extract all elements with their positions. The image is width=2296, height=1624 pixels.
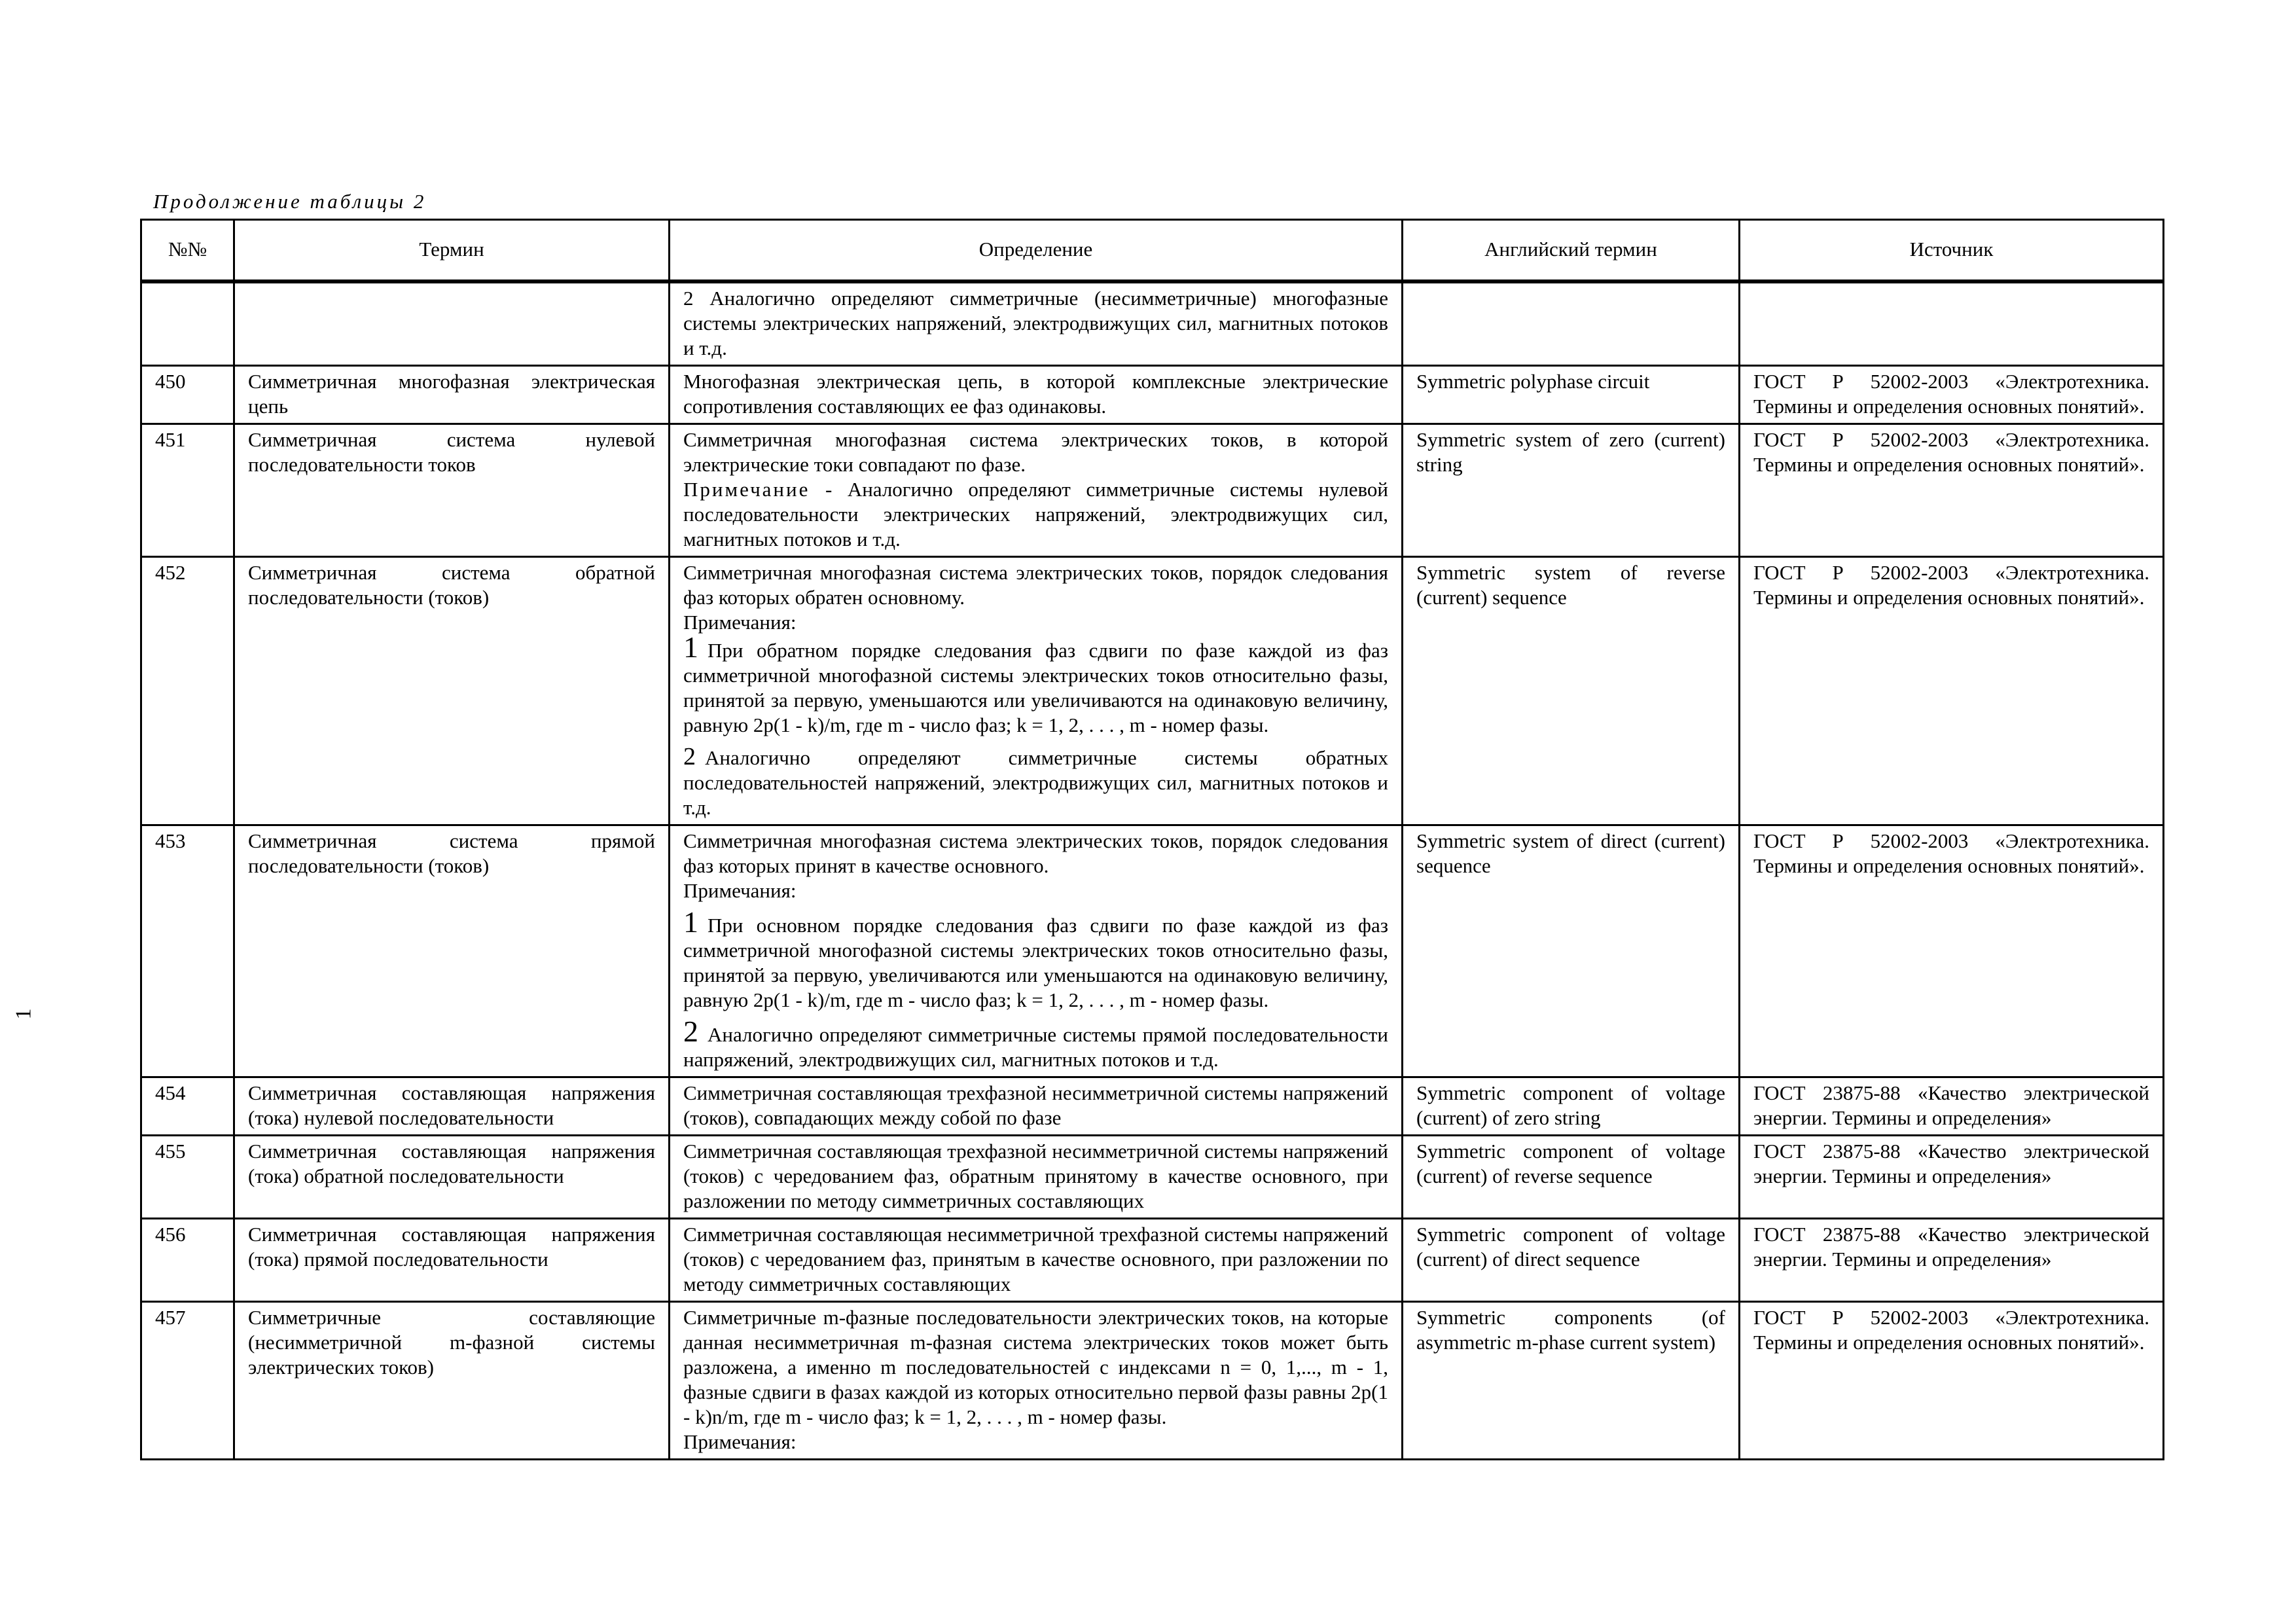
- definition-text: Симметричная многофазная система электрических токов, порядок следования фаз которых обратен основному.: [683, 561, 1388, 609]
- cell-term: Симметричная составляющая напряжения (тока) обратной последовательности: [234, 1136, 670, 1219]
- note-text: - Аналогично определяют симметричные системы нулевой последовательности электрических напряжений, электродвижущих сил, магнитных потоков и т.д.: [683, 478, 1388, 550]
- cell-definition: [670, 557, 1403, 825]
- cell-num: 453: [141, 825, 234, 1077]
- cell-term: Симметричная система прямой последовательности (токов): [234, 825, 670, 1077]
- cell-num: 456: [141, 1219, 234, 1302]
- cell-num: 454: [141, 1077, 234, 1136]
- cell-source: ГОСТ Р 52002-2003 «Электротехника. Термины и определения основных понятий».: [1740, 424, 2164, 557]
- terms-table: [140, 219, 2164, 1460]
- cell-definition: Симметричная составляющая трехфазной несимметричной системы напряжений (токов), совпадающих между собой по фазе: [670, 1077, 1403, 1136]
- cell-definition: Многофазная электрическая цепь, в которой комплексные электрические сопротивления составляющих ее фаз одинаковы.: [670, 366, 1403, 424]
- cell-num: 452: [141, 557, 234, 825]
- note-number: 1: [683, 630, 698, 664]
- header-english-term: Английский термин: [1403, 220, 1740, 282]
- notes-label: Примечания:: [683, 611, 797, 634]
- header-term: Термин: [234, 220, 670, 282]
- cell-source: ГОСТ Р 52002-2003 «Электротехника. Термины и определения основных понятий».: [1740, 1302, 2164, 1460]
- note-item: [683, 744, 1388, 820]
- cell-english: [1403, 281, 1740, 366]
- cell-source: [1740, 281, 2164, 366]
- cell-num: [141, 281, 234, 366]
- note-number: 2: [683, 1015, 698, 1048]
- table-row: [141, 1136, 2164, 1219]
- definition-text: Симметричная многофазная система электрических токов, в которой электрические токи совпадают по фазе.: [683, 428, 1388, 476]
- cell-source: ГОСТ 23875-88 «Качество электрической энергии. Термины и определения»: [1740, 1136, 2164, 1219]
- note-item: [683, 1015, 1388, 1072]
- header-num: №№: [141, 220, 234, 282]
- cell-english: Symmetric component of voltage (current) of reverse sequence: [1403, 1136, 1740, 1219]
- page-side-number: 1: [11, 1008, 36, 1020]
- cell-definition: [670, 1302, 1403, 1460]
- note-text: При обратном порядке следования фаз сдвиги по фазе каждой из фаз симметричной многофазной системы электрических токов относительно фазы, принятой за первую, уменьшаются или увеличиваются на одинаковую величину, равную 2p(1 - k)/m, где m - число фаз; k = 1, 2, . . . , m - номер фазы.: [683, 639, 1388, 736]
- note-text: Аналогично определяют симметричные системы прямой последовательности напряжений, электродвижущих сил, магнитных потоков и т.д.: [683, 1023, 1388, 1071]
- note-label: Примечание: [683, 478, 810, 501]
- table-row: [141, 281, 2164, 366]
- table-row: [141, 557, 2164, 825]
- table-row: [141, 366, 2164, 424]
- cell-num: 451: [141, 424, 234, 557]
- cell-source: ГОСТ 23875-88 «Качество электрической энергии. Термины и определения»: [1740, 1219, 2164, 1302]
- note-number: 1: [683, 905, 698, 939]
- note-number: 2: [683, 743, 696, 770]
- note-text: При основном порядке следования фаз сдвиги по фазе каждой из фаз симметричной многофазной системы электрических токов относительно фазы, принятой за первую, увеличиваются или уменьшаются на одинаковую величину, равную 2p(1 - k)/m, где m - число фаз; k = 1, 2, . . . , m - номер фазы.: [683, 914, 1388, 1011]
- definition-note: [683, 477, 1388, 552]
- table-caption: Продолжение таблицы 2: [153, 190, 427, 213]
- note-item: [683, 905, 1388, 1013]
- header-definition: Определение: [670, 220, 1403, 282]
- table-row: [141, 424, 2164, 557]
- definition-text: Симметричная многофазная система электрических токов, порядок следования фаз которых принят в качестве основного.: [683, 829, 1388, 877]
- table-header-row: [141, 220, 2164, 282]
- cell-num: 455: [141, 1136, 234, 1219]
- table-row: [141, 1077, 2164, 1136]
- notes-label: Примечания:: [683, 879, 797, 902]
- cell-num: 450: [141, 366, 234, 424]
- cell-english: Symmetric component of voltage (current) of zero string: [1403, 1077, 1740, 1136]
- cell-term: Симметричная составляющая напряжения (тока) прямой последовательности: [234, 1219, 670, 1302]
- cell-english: Symmetric system of reverse (current) sequence: [1403, 557, 1740, 825]
- cell-english: Symmetric components (of asymmetric m-phase current system): [1403, 1302, 1740, 1460]
- definition-text: Симметричные m-фазные последовательности электрических токов, на которые данная несимметричная m-фазная система электрических токов может быть разложена, а именно m последовательностей с индексами n = 0, 1,..., m - 1, фазные сдвиги в фазах каждой из которых относительно первой фазы равны 2p(1 - k)n/m, где m - число фаз; k = 1, 2, . . . , m - номер фазы.: [683, 1306, 1388, 1428]
- cell-definition: Симметричная составляющая несимметричной трехфазной системы напряжений (токов) с чередованием фаз, принятым в качестве основного, при разложении по методу симметричных составляющих: [670, 1219, 1403, 1302]
- table-row: [141, 825, 2164, 1077]
- cell-definition: [670, 825, 1403, 1077]
- notes-label: Примечания:: [683, 1430, 797, 1453]
- cell-source: ГОСТ Р 52002-2003 «Электротехника. Термины и определения основных понятий».: [1740, 366, 2164, 424]
- cell-source: ГОСТ 23875-88 «Качество электрической энергии. Термины и определения»: [1740, 1077, 2164, 1136]
- cell-term: Симметричная многофазная электрическая цепь: [234, 366, 670, 424]
- cell-num: 457: [141, 1302, 234, 1460]
- table-row: [141, 1302, 2164, 1460]
- cell-term: Симметричные составляющие (несимметричной m-фазной системы электрических токов): [234, 1302, 670, 1460]
- cell-definition: Симметричная составляющая трехфазной несимметричной системы напряжений (токов) с чередованием фаз, обратным принятому в качестве основного, при разложении по методу симметричных составляющих: [670, 1136, 1403, 1219]
- cell-term: Симметричная система нулевой последовательности токов: [234, 424, 670, 557]
- cell-term: [234, 281, 670, 366]
- cell-term: Симметричная система обратной последовательности (токов): [234, 557, 670, 825]
- cell-term: Симметричная составляющая напряжения (тока) нулевой последовательности: [234, 1077, 670, 1136]
- cell-english: Symmetric system of direct (current) sequence: [1403, 825, 1740, 1077]
- header-source: Источник: [1740, 220, 2164, 282]
- cell-definition: 2 Аналогично определяют симметричные (несимметричные) многофазные системы электрических напряжений, электродвижущих сил, магнитных потоков и т.д.: [670, 281, 1403, 366]
- cell-source: ГОСТ Р 52002-2003 «Электротехника. Термины и определения основных понятий».: [1740, 557, 2164, 825]
- cell-english: Symmetric component of voltage (current) of direct sequence: [1403, 1219, 1740, 1302]
- cell-english: Symmetric system of zero (current) string: [1403, 424, 1740, 557]
- note-text: Аналогично определяют симметричные системы обратных последовательностей напряжений, электродвижущих сил, магнитных потоков и т.д.: [683, 746, 1388, 819]
- table-row: [141, 1219, 2164, 1302]
- cell-english: Symmetric polyphase circuit: [1403, 366, 1740, 424]
- note-item: [683, 630, 1388, 738]
- cell-definition: [670, 424, 1403, 557]
- cell-source: ГОСТ Р 52002-2003 «Электротехника. Термины и определения основных понятий».: [1740, 825, 2164, 1077]
